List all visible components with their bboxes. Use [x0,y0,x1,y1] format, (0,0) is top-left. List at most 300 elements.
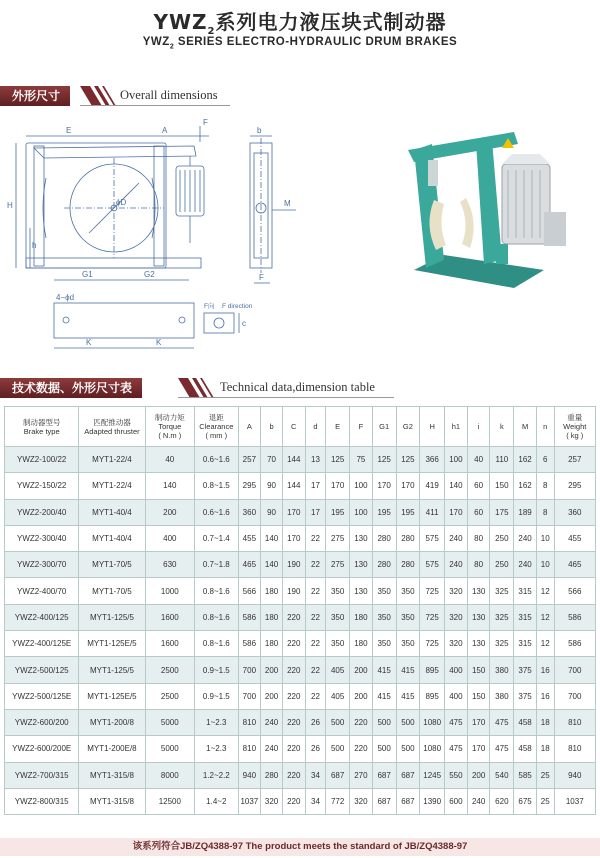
table-cell: YWZ2-150/22 [5,473,79,499]
table-cell: 190 [282,552,305,578]
table-cell: 130 [467,631,490,657]
table-cell: 687 [372,788,396,814]
table-cell: 80 [467,525,490,551]
table-cell: 575 [420,525,445,551]
table-cell: 687 [396,788,420,814]
slash-decoration [178,378,218,398]
table-cell: YWZ2-600/200E [5,736,79,762]
table-cell: 180 [350,631,373,657]
table-cell: 40 [145,447,195,473]
table-cell: 130 [350,578,373,604]
table-cell: 405 [326,683,350,709]
table-cell: 566 [238,578,261,604]
table-cell: 170 [372,473,396,499]
title-cn-sub: 2 [207,26,216,37]
table-cell: 1245 [420,762,445,788]
table-cell: 13 [305,447,326,473]
table-cell: 25 [536,788,554,814]
header-cn: H [429,422,435,431]
table-cell: 687 [372,762,396,788]
table-cell: 100 [350,499,373,525]
table-cell: MYT1-22/4 [79,447,145,473]
dim-label-H: H [7,201,13,210]
table-cell: 895 [420,657,445,683]
page-title-en [0,36,600,50]
dim-label-D: ϕD [116,198,127,207]
table-cell: 8 [536,473,554,499]
table-cell: 257 [238,447,261,473]
table-cell: 940 [238,762,261,788]
table-cell: 458 [514,736,537,762]
table-cell: 700 [554,683,595,709]
fdir-label-en: F direction [222,303,253,310]
table-cell: 140 [145,473,195,499]
table-cell: 550 [445,762,468,788]
table-row [5,499,596,525]
table-cell: MYT1-40/4 [79,525,145,551]
table-cell: 500 [372,709,396,735]
table-cell: 700 [554,657,595,683]
table-cell: 586 [238,631,261,657]
table-cell: 400 [145,525,195,551]
table-cell: MYT1-70/5 [79,552,145,578]
table-cell: 200 [350,657,373,683]
table-cell: 125 [326,447,350,473]
table-header-cell [238,407,261,447]
header-cn: k [499,422,504,431]
table-cell: 315 [514,604,537,630]
table-cell: 1~2.3 [195,709,238,735]
table-cell: 1600 [145,604,195,630]
table-cell: 170 [282,499,305,525]
table-cell: 415 [396,657,420,683]
table-cell: MYT1-125E/5 [79,683,145,709]
table-cell: 70 [261,447,283,473]
table-cell: 275 [326,552,350,578]
table-cell: MYT1-70/5 [79,578,145,604]
table-cell: 220 [282,709,305,735]
table-cell: 195 [326,499,350,525]
table-cell: 325 [490,604,514,630]
table-cell: 195 [372,499,396,525]
section-tab-dimensions: 外形尺寸 [0,86,70,106]
table-header-cell [554,407,595,447]
section-underline [178,397,394,398]
table-cell: MYT1-125/5 [79,657,145,683]
table-cell: 280 [372,525,396,551]
table-cell: 17 [305,473,326,499]
table-cell: 195 [396,499,420,525]
table-cell: 320 [445,604,468,630]
table-cell: 350 [372,578,396,604]
slash-decoration [80,86,120,106]
table-header-cell [372,407,396,447]
table-cell: YWZ2-300/70 [5,552,79,578]
table-cell: 240 [261,736,283,762]
table-cell: 140 [261,552,283,578]
table-cell: 22 [305,604,326,630]
table-cell: 240 [514,552,537,578]
table-cell: MYT1-200E/8 [79,736,145,762]
table-cell: 0.9~1.5 [195,657,238,683]
table-header-cell [261,407,283,447]
section-header-dimensions [0,86,600,108]
header-en: Torque [158,422,182,431]
table-cell: 5000 [145,709,195,735]
table-cell: 130 [467,604,490,630]
header-cn: n [543,422,548,431]
table-cell: 162 [514,473,537,499]
table-cell: 0.8~1.6 [195,604,238,630]
table-row [5,578,596,604]
dim-label-E: E [66,126,72,135]
table-cell: 0.6~1.6 [195,447,238,473]
table-cell: YWZ2-200/40 [5,499,79,525]
table-cell: 0.8~1.5 [195,473,238,499]
title-en-sub: 2 [169,43,175,51]
header-en: Weight [563,422,587,431]
table-cell: 586 [238,604,261,630]
table-row [5,552,596,578]
table-cell: 700 [238,657,261,683]
table-cell: 200 [467,762,490,788]
section-tab-techdata: 技术数据、外形尺寸表 [0,378,142,398]
table-cell: MYT1-22/4 [79,473,145,499]
table-cell: 325 [490,631,514,657]
table-cell: 315 [514,578,537,604]
table-cell: 500 [396,736,420,762]
table-cell: 475 [490,736,514,762]
table-cell: 810 [554,736,595,762]
header-cn: 重量 [567,413,583,422]
table-cell: 220 [282,683,305,709]
table-cell: 8 [536,499,554,525]
table-row [5,473,596,499]
table-cell: 455 [554,525,595,551]
standard-footer: 该系列符合JB/ZQ4388-97 The product meets the standard of JB/ZQ4388-97 [0,838,600,856]
table-cell: 170 [467,709,490,735]
table-cell: 2500 [145,657,195,683]
table-cell: 419 [420,473,445,499]
table-row [5,447,596,473]
dim-label-M: M [284,199,291,208]
table-cell: 240 [445,525,468,551]
table-cell: 325 [490,578,514,604]
page-title-cn [0,6,600,37]
dim-label-b: b [257,126,262,135]
table-cell: 180 [350,604,373,630]
table-cell: 500 [372,736,396,762]
dim-label-F: F [203,118,208,127]
table-cell: 320 [445,631,468,657]
table-cell: 180 [261,578,283,604]
dim-label-A: A [162,126,168,135]
table-cell: 725 [420,604,445,630]
table-cell: 220 [282,631,305,657]
header-cn: F [358,422,364,431]
table-cell: 400 [445,683,468,709]
table-cell: YWZ2-300/40 [5,525,79,551]
table-row [5,709,596,735]
table-cell: 1037 [554,788,595,814]
table-cell: 320 [445,578,468,604]
table-cell: 240 [514,525,537,551]
table-cell: 380 [490,683,514,709]
table-cell: 190 [282,578,305,604]
table-cell: 150 [467,683,490,709]
title-cn-post: 系列电力液压块式制动器 [215,10,447,34]
table-cell: 810 [554,709,595,735]
table-cell: 380 [490,657,514,683]
table-row [5,788,596,814]
table-cell: 90 [261,473,283,499]
table-cell: 22 [305,657,326,683]
table-row [5,762,596,788]
table-cell: 125 [396,447,420,473]
dim-label-G2: G2 [144,270,155,279]
table-cell: 500 [396,709,420,735]
table-cell: 170 [396,473,420,499]
table-cell: 320 [350,788,373,814]
table-cell: 0.8~1.6 [195,578,238,604]
table-cell: 810 [238,736,261,762]
table-header-row [5,407,596,447]
table-header-cell [195,407,238,447]
table-cell: 575 [420,552,445,578]
table-cell: 295 [554,473,595,499]
table-cell: 22 [305,578,326,604]
header-cn: 制动器型号 [22,417,61,427]
header-cn: b [269,422,274,431]
table-cell: 144 [282,447,305,473]
table-cell: 26 [305,709,326,735]
table-header-cell [305,407,326,447]
dim-label-Fb: F [259,273,264,282]
header-cn: A [246,422,252,431]
table-cell: 940 [554,762,595,788]
table-cell: 170 [467,736,490,762]
table-cell: 12500 [145,788,195,814]
table-cell: 130 [467,578,490,604]
header-en: Clearance [199,422,234,431]
table-cell: 350 [396,578,420,604]
table-cell: 200 [350,683,373,709]
header-cn: 匹配推动器 [93,417,131,427]
table-header-cell [282,407,305,447]
table-cell: 80 [467,552,490,578]
table-cell: 170 [326,473,350,499]
table-cell: MYT1-200/8 [79,709,145,735]
table-cell: 200 [261,657,283,683]
table-cell: 16 [536,657,554,683]
table-header-cell [467,407,490,447]
table-cell: 0.7~1.8 [195,552,238,578]
header-cn: 制动力矩 [154,413,185,422]
table-cell: 405 [326,657,350,683]
table-cell: 895 [420,683,445,709]
fdir-label-cn: F向 [204,303,215,310]
table-cell: 1080 [420,736,445,762]
table-cell: 5000 [145,736,195,762]
table-cell: 360 [238,499,261,525]
table-cell: 500 [326,736,350,762]
table-cell: 350 [372,631,396,657]
table-cell: 220 [350,736,373,762]
table-cell: 6 [536,447,554,473]
table-cell: MYT1-125/5 [79,604,145,630]
table-cell: 366 [420,447,445,473]
table-cell: 17 [305,499,326,525]
table-cell: 415 [372,657,396,683]
table-cell: 144 [282,473,305,499]
table-header-cell [514,407,537,447]
table-header-cell [5,407,79,447]
table-cell: 586 [554,604,595,630]
table-cell: 250 [490,552,514,578]
dim-label-c: c [242,319,246,328]
table-cell: 350 [326,604,350,630]
table-cell: 10 [536,552,554,578]
table-cell: YWZ2-700/315 [5,762,79,788]
table-cell: 170 [282,525,305,551]
title-cn-pre: YWZ [153,10,208,34]
table-header-cell [396,407,420,447]
table-header-cell [145,407,195,447]
table-row [5,631,596,657]
table-cell: 220 [282,788,305,814]
table-cell: 110 [490,447,514,473]
table-cell: 18 [536,709,554,735]
header-unit: ( N.m ) [158,431,182,440]
table-cell: 350 [396,631,420,657]
table-cell: 220 [282,762,305,788]
table-cell: 40 [467,447,490,473]
section-underline [80,105,230,106]
table-header-cell [445,407,468,447]
dim-label-h: h [32,241,37,250]
table-cell: 240 [467,788,490,814]
table-cell: 275 [326,525,350,551]
table-cell: 350 [326,631,350,657]
table-cell: 270 [350,762,373,788]
table-cell: 0.9~1.5 [195,683,238,709]
header-cn: C [291,422,297,431]
header-cn: E [335,422,341,431]
table-cell: YWZ2-600/200 [5,709,79,735]
section-header-techdata [0,378,600,400]
table-cell: 180 [261,604,283,630]
table-cell: 360 [554,499,595,525]
table-cell: 189 [514,499,537,525]
table-cell: 687 [326,762,350,788]
table-cell: 280 [396,525,420,551]
header-unit: ( kg ) [566,431,584,440]
table-cell: 0.8~1.6 [195,631,238,657]
dimension-drawing [4,108,304,358]
title-en-pre: YWZ [142,36,170,48]
table-header-cell [326,407,350,447]
table-cell: 475 [445,736,468,762]
table-row [5,525,596,551]
table-cell: 240 [445,552,468,578]
table-cell: MYT1-40/4 [79,499,145,525]
table-cell: 411 [420,499,445,525]
table-cell: 687 [396,762,420,788]
table-cell: 415 [372,683,396,709]
table-cell: 16 [536,683,554,709]
table-cell: 0.7~1.4 [195,525,238,551]
section-en-dimensions: Overall dimensions [120,88,218,102]
table-cell: 170 [445,499,468,525]
section-en-techdata: Technical data,dimension table [220,380,375,394]
table-cell: 22 [305,631,326,657]
table-cell: YWZ2-400/125 [5,604,79,630]
table-cell: 140 [445,473,468,499]
spec-table [4,406,596,815]
table-cell: 25 [536,762,554,788]
brake-product-photo [384,120,580,296]
table-cell: 200 [145,499,195,525]
table-cell: 350 [326,578,350,604]
table-cell: 600 [445,788,468,814]
table-cell: 1000 [145,578,195,604]
table-cell: 34 [305,788,326,814]
table-cell: 130 [350,552,373,578]
table-cell: 12 [536,631,554,657]
title-en-post: SERIES ELECTRO-HYDRAULIC DRUM BRAKES [174,36,458,48]
table-cell: 257 [554,447,595,473]
table-cell: 700 [238,683,261,709]
table-cell: 250 [490,525,514,551]
table-cell: 1390 [420,788,445,814]
table-cell: YWZ2-400/70 [5,578,79,604]
table-cell: 375 [514,683,537,709]
table-cell: 26 [305,736,326,762]
table-cell: 675 [514,788,537,814]
table-cell: 150 [467,657,490,683]
table-cell: 1600 [145,631,195,657]
table-cell: 150 [490,473,514,499]
table-row [5,736,596,762]
table-cell: 810 [238,709,261,735]
table-cell: YWZ2-500/125E [5,683,79,709]
table-cell: 725 [420,631,445,657]
table-header-cell [536,407,554,447]
table-cell: 180 [261,631,283,657]
dim-label-K1: K [86,338,92,347]
table-cell: 140 [261,525,283,551]
header-unit: ( mm ) [205,431,228,440]
table-cell: 280 [396,552,420,578]
table-cell: 350 [372,604,396,630]
table-cell: 458 [514,709,537,735]
table-cell: 10 [536,525,554,551]
table-cell: 75 [350,447,373,473]
table-row [5,604,596,630]
table-cell: 175 [490,499,514,525]
table-cell: YWZ2-500/125 [5,657,79,683]
table-cell: 125 [372,447,396,473]
table-cell: 0.6~1.6 [195,499,238,525]
table-cell: 475 [445,709,468,735]
table-cell: 1.4~2 [195,788,238,814]
table-cell: 100 [445,447,468,473]
table-cell: YWZ2-100/22 [5,447,79,473]
header-cn: 退距 [208,413,224,422]
table-cell: 400 [445,657,468,683]
header-en: Adapted thruster [84,426,140,436]
dim-label-holes: 4−ϕd [56,293,75,302]
